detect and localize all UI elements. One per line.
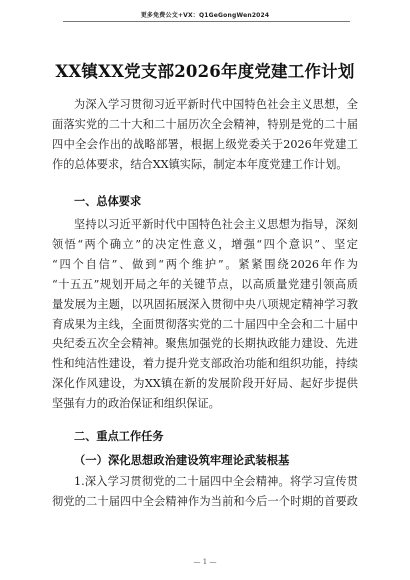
paragraph-line: 坚强有力的政治保证和组织保证。 [52,397,220,411]
document-title: XX镇XX党支部2026年度党建工作计划 [55,62,355,81]
paragraph-line: 坚持以习近平新时代中国特色社会主义思想为指导，深刻 [74,218,358,231]
intro-line: 作的总体要求，结合XX镇实际，制定本年度党建工作计划。 [52,157,348,171]
subsection-heading: （一）深化思想政治建设筑牢理论武装根基 [74,453,290,467]
section-heading-overall: 一、总体要求 [74,195,142,208]
paragraph-line: 性和纯洁性建设，着力提升党支部政治功能和组织功能，持续 [52,357,358,371]
intro-line: 面落实党的二十大和二十届历次全会精神，特别是党的二十届 [52,117,358,131]
paragraph-line: “十五五”规划开局之年的关键节点，以高质量党建引领高质 [52,277,358,291]
section-heading-key-tasks: 二、重点工作任务 [74,430,164,443]
key-tasks-paragraph [52,472,358,512]
paragraph-line: 领悟“两个确立”的决定性意义，增强“四个意识”、坚定 [52,237,358,251]
paragraph-line: 1.深入学习贯彻党的二十届四中全会精神。将学习宣传贯 [74,475,358,488]
paragraph-line: 深化作风建设，为XX镇在新的发展阶段开好局、起好步提供 [52,377,358,391]
page-number: — 1 — [193,558,217,566]
header-note: 更多免费公文+VX：Q1GeGongWen2024 [140,12,270,19]
header-divider [63,21,350,22]
paragraph-line: “四个自信”、做到“两个维护”。紧紧围绕2026年作为 [52,257,358,271]
intro-paragraph [52,95,358,175]
paragraph-line: 育成果为主线，全面贯彻落实党的二十届四中全会和二十届中 [52,317,358,331]
intro-line: 四中全会作出的战略部署，根据上级党委关于2026年党建工 [52,137,358,151]
paragraph-line: 央纪委五次全会精神。聚焦加强党的长期执政能力建设、先进 [52,337,358,351]
paragraph-line: 彻党的二十届四中全会精神作为当前和今后一个时期的首要政 [52,494,358,508]
overall-requirements-paragraph [52,215,358,414]
paragraph-line: 量发展为主题，以巩固拓展深入贯彻中央八项规定精神学习教 [52,297,358,311]
intro-line: 为深入学习贯彻习近平新时代中国特色社会主义思想，全 [74,98,358,111]
